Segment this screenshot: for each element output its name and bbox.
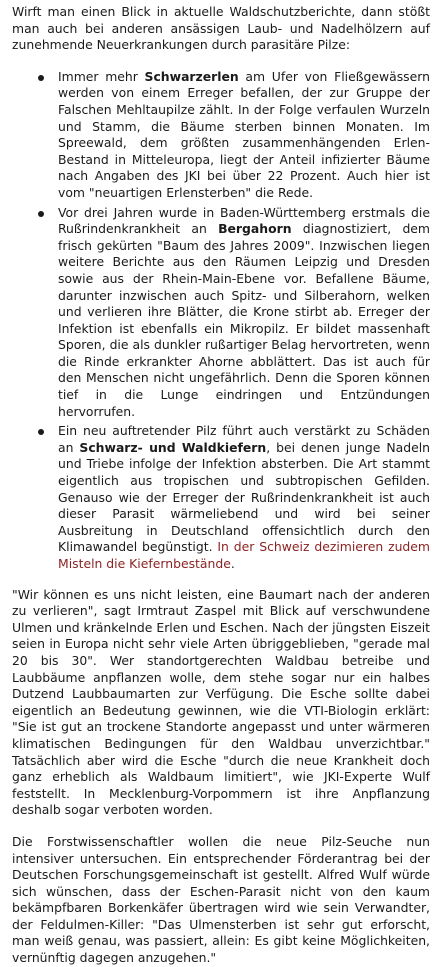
item-text: .	[230, 556, 235, 571]
list-item	[58, 69, 430, 202]
item-text: , bei denen junge Nadeln und Triebe infolge der Infektion absterben. Die Art stammt eigentlich aus tropischen und subtropischen Gefilden. Genauso wie der Erreger der Rußrindenkrankheit ist auch dieser Parasit wärmeliebend und wird bei seiner Ausbreitung in Deutschland offensichtlich durch den Klimawandel begünstigt.	[58, 439, 431, 555]
disease-list	[12, 69, 430, 573]
list-item	[58, 205, 430, 421]
item-bold-term: Bergahorn	[218, 221, 292, 237]
item-text: Vor drei Jahren wurde in Baden-Württemberg erstmals die Rußrindenkrankheit an	[58, 204, 430, 237]
item-text: diagnostiziert, dem frisch gekürten "Baum des Jahres 2009". Inzwischen liegen weitere Berichte aus den Räumen Leipzig und Dresden sowie aus der Rhein-Main-Ebene vor. Befallene Bäume, darunter inzwischen auch Spitz- und Silberahorn, welken und verlieren ihre Blätter, die Krone stirbt ab. Erreger der Infektion ist ebenfalls ein Mikropilz. Er bildet massenhaft Sporen, die als dunkler rußartiger Belag hervortreten, wenn die Rinde erkrankter Ahorne abblättert. Das ist auch für den Menschen nicht ungefährlich. Denn die Sporen können tief in die Lunge eindringen und Entzündungen hervorrufen.	[58, 221, 431, 419]
body-paragraph: Die Forstwissenschaftler wollen die neue Pilz-Seuche nun intensiver untersuchen. Ein entsprechender Förderantrag bei der Deutschen Forschungsgemeinschaft ist gestellt. Alfred Wulf würde sich wünschen, dass der Eschen-Parasit nicht von den kaum bekämpfbaren Borkenkäfer übertragen wird wie sein Verwandter, der Feldulmen-Killer: "Das Ulmensterben ist sehr gut erforscht, man weiß genau, was passiert, allein: Es gibt keine Möglichkeiten, vernünftig dagegen anzugehen."	[12, 833, 430, 966]
bullet-icon	[38, 211, 44, 217]
body-paragraph: "Wir können es uns nicht leisten, eine Baumart nach der anderen zu verlieren", sagt Irmtraut Zaspel mit Blick auf verschwundene Ulmen und kränkelnde Erlen und Eschen. Nach der jüngsten Eiszeit seien in Europa nicht sehr viele Arten übriggeblieben, "gerade mal 20 bis 30". Wer standortgerechten Waldbau betreibe und Laubbäume anpflanzen wolle, dem stehe sogar nur ein halbes Dutzend Laubbaumarten zur Verfügung. Die Esche sollte dabei eigentlich an Bedeutung gewinnen, wie die VTI-Biologin erklärt: "Sie ist gut an trockene Standorte angepasst und unter wärmeren klimatischen Bedingungen für den Waldbau unverzichtbar." Tatsächlich aber wird die Esche "durch die neue Krankheit doch ganz erheblich als Waldbaum limitiert", wie JKI-Experte Wulf feststellt. In Mecklenburg-Vorpommern ist ihre Anpflanzung deshalb sogar verboten worden.	[12, 586, 430, 818]
item-text: Immer mehr	[58, 68, 145, 84]
intro-paragraph: Wirft man einen Blick in aktuelle Waldschutzberichte, dann stößt man auch bei anderen ansässigen Laub- und Nadelhölzern auf zunehmende Neuerkrankungen durch parasitäre Pilze:	[12, 4, 430, 53]
bullet-icon	[38, 429, 44, 435]
bullet-icon	[38, 75, 44, 81]
item-text: am Ufer von Fließgewässern werden von einem Erreger befallen, der zur Gruppe der Falschen Mehltaupilze zählt. In der Folge verfaulen Wurzeln und Stamm, die Bäume sterben binnen Monaten. Im Spreewald, dem größten zusammenhängenden Erlen-Bestand in Mitteleuropa, liegt der Anteil infizierter Bäume nach Angaben des JKI bei über 22 Prozent. Auch hier ist vom "neuartigen Erlensterben" die Rede.	[58, 68, 430, 200]
misteln-link[interactable]: In der Schweiz dezimieren zudem Misteln die Kiefernbestände	[58, 539, 430, 571]
item-bold-term: Schwarzerlen	[144, 68, 239, 84]
item-text: Ein neu auftretender Pilz führt auch verstärkt zu Schäden an	[58, 423, 430, 455]
item-bold-term: Schwarz- und Waldkiefern	[79, 439, 267, 455]
list-item	[58, 423, 430, 572]
